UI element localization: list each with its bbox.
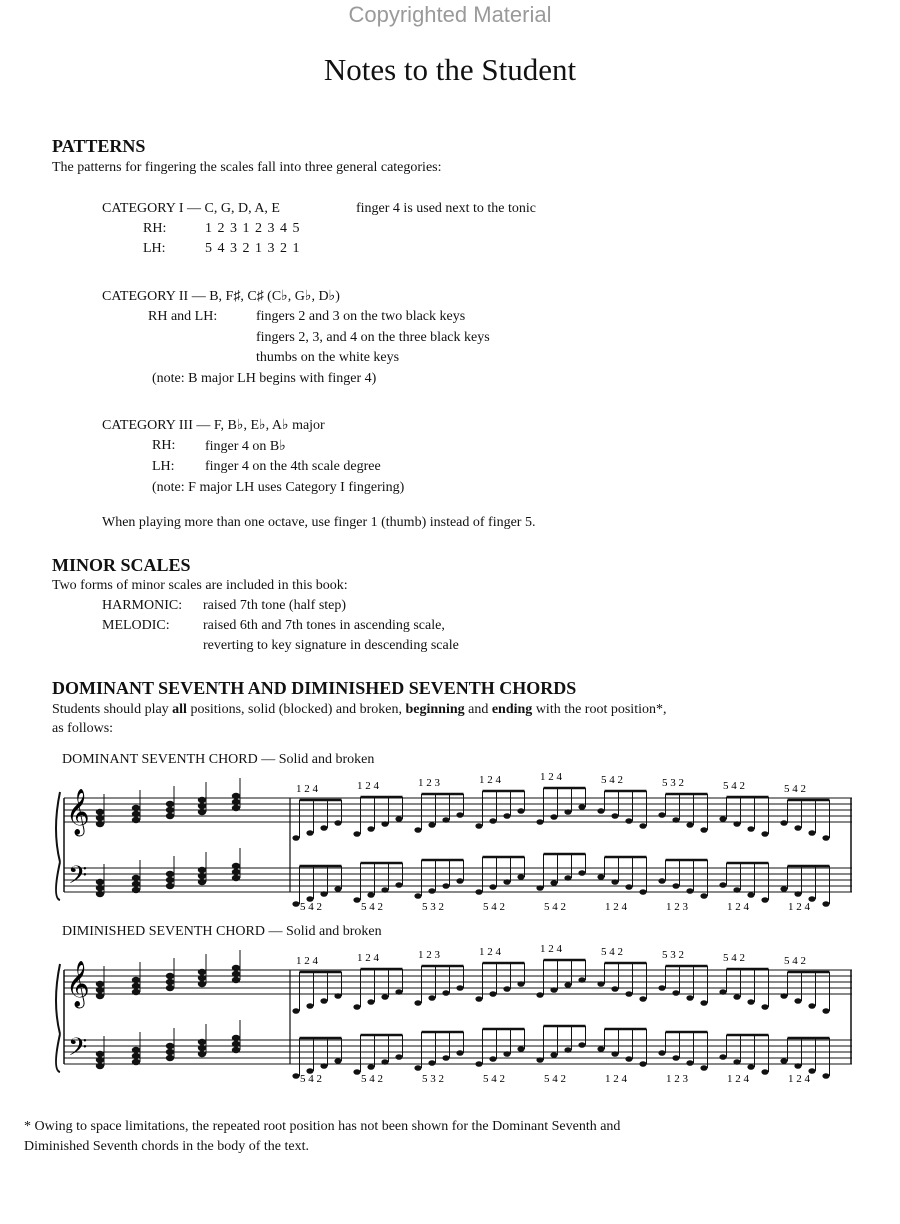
- scale-note: [719, 989, 726, 995]
- scale-note: [442, 1055, 449, 1061]
- scale-note: [292, 901, 299, 907]
- scale-note: [320, 998, 327, 1004]
- scale-note: [353, 897, 360, 903]
- treble-fingering: 5 4 2: [723, 780, 745, 792]
- diminished-seventh-staff: [52, 942, 852, 1092]
- scale-note: [625, 1056, 632, 1062]
- chord-note: [198, 803, 206, 809]
- scale-note: [808, 830, 815, 836]
- patterns-heading: PATTERNS: [52, 136, 146, 156]
- scale-note: [597, 981, 604, 987]
- treble-fingering: 1 2 4: [479, 774, 501, 786]
- scale-note: [761, 897, 768, 903]
- scale-note: [334, 820, 341, 826]
- chord-note: [198, 873, 206, 879]
- scale-note: [780, 1058, 787, 1064]
- scale-note: [780, 993, 787, 999]
- scale-note: [292, 835, 299, 841]
- bass-fingering: 5 4 2: [361, 901, 383, 913]
- scale-note: [428, 888, 435, 894]
- scale-note: [517, 808, 524, 814]
- treble-fingering: 1 2 3: [418, 777, 440, 789]
- melodic-label: MELODIC:: [102, 618, 170, 633]
- chord-note: [166, 807, 174, 813]
- treble-fingering: 1 2 4: [357, 952, 379, 964]
- scale-note: [442, 990, 449, 996]
- scale-note: [733, 887, 740, 893]
- scale-note: [564, 982, 571, 988]
- chord-note: [232, 1041, 240, 1047]
- chord-note: [96, 891, 104, 897]
- scale-note: [719, 816, 726, 822]
- chord-note: [132, 887, 140, 893]
- bass-fingering: 5 4 2: [483, 901, 505, 913]
- scale-note: [442, 883, 449, 889]
- scale-note: [578, 977, 585, 983]
- dominant-caption: DOMINANT SEVENTH CHORD — Solid and broken: [62, 752, 375, 767]
- scale-note: [475, 889, 482, 895]
- scale-note: [597, 874, 604, 880]
- scale-note: [475, 996, 482, 1002]
- page-title: Notes to the Student: [323, 52, 577, 87]
- scale-note: [536, 819, 543, 825]
- chord-note: [96, 879, 104, 885]
- scale-note: [550, 880, 557, 886]
- scale-note: [456, 878, 463, 884]
- scale-note: [611, 879, 618, 885]
- melodic-text-2: reverting to key signature in descending scale: [203, 638, 459, 653]
- treble-fingering: 1 2 4: [296, 955, 318, 967]
- chord-note: [198, 867, 206, 873]
- treble-fingering: 1 2 4: [357, 780, 379, 792]
- treble-fingering: 1 2 3: [418, 949, 440, 961]
- chord-note: [166, 1055, 174, 1061]
- bass-fingering: 5 4 2: [300, 901, 322, 913]
- chord-note: [132, 977, 140, 983]
- scale-note: [320, 891, 327, 897]
- scale-note: [334, 1058, 341, 1064]
- bass-fingering: 5 3 2: [422, 901, 444, 913]
- bass-fingering: 5 4 2: [300, 1073, 322, 1085]
- category-3-lh-label: LH:: [152, 459, 175, 474]
- scale-note: [414, 1065, 421, 1071]
- chord-note: [96, 981, 104, 987]
- chord-note: [232, 805, 240, 811]
- category-3-rh: finger 4 on B♭: [205, 439, 286, 454]
- scale-note: [611, 813, 618, 819]
- scale-note: [822, 1073, 829, 1079]
- category-2-line-2: fingers 2, 3, and 4 on the three black keys: [256, 330, 490, 345]
- chord-note: [232, 1035, 240, 1041]
- chords-intro: Students should play all positions, solid (blocked) and broken, beginning and ending with the root position*,: [52, 702, 667, 717]
- chord-note: [132, 983, 140, 989]
- category-3-rh-label: RH:: [152, 438, 176, 453]
- scale-note: [395, 882, 402, 888]
- chord-note: [198, 975, 206, 981]
- chord-note: [96, 1057, 104, 1063]
- melodic-text-1: raised 6th and 7th tones in ascending scale,: [203, 618, 445, 633]
- scale-note: [747, 826, 754, 832]
- diminished-caption: DIMINISHED SEVENTH CHORD — Solid and broken: [62, 924, 382, 939]
- scale-note: [489, 818, 496, 824]
- scale-note: [597, 808, 604, 814]
- octave-note: When playing more than one octave, use finger 1 (thumb) instead of finger 5.: [102, 515, 536, 530]
- scale-note: [658, 878, 665, 884]
- scale-note: [639, 823, 646, 829]
- scale-note: [456, 985, 463, 991]
- treble-fingering: 5 4 2: [784, 783, 806, 795]
- bass-fingering: 1 2 4: [605, 1073, 627, 1085]
- chord-note: [166, 871, 174, 877]
- scale-note: [367, 892, 374, 898]
- chord-note: [132, 1059, 140, 1065]
- bass-fingering: 1 2 4: [727, 901, 749, 913]
- scale-note: [822, 1008, 829, 1014]
- scale-note: [700, 827, 707, 833]
- scale-note: [381, 887, 388, 893]
- chord-note: [166, 813, 174, 819]
- scale-note: [503, 986, 510, 992]
- chord-note: [96, 987, 104, 993]
- scale-note: [517, 981, 524, 987]
- scale-note: [550, 987, 557, 993]
- scale-note: [761, 831, 768, 837]
- chords-intro-cont: as follows:: [52, 721, 114, 736]
- category-1-rh: 1 2 3 1 2 3 4 5: [205, 221, 301, 236]
- scale-note: [334, 993, 341, 999]
- scale-note: [381, 994, 388, 1000]
- chord-note: [96, 821, 104, 827]
- chord-note: [232, 965, 240, 971]
- category-2-label: CATEGORY II — B, F♯, C♯ (C♭, G♭, D♭): [102, 289, 340, 304]
- scale-note: [672, 883, 679, 889]
- scale-note: [564, 809, 571, 815]
- scale-note: [794, 998, 801, 1004]
- bass-fingering: 1 2 4: [727, 1073, 749, 1085]
- scale-note: [292, 1008, 299, 1014]
- treble-fingering: 5 4 2: [723, 952, 745, 964]
- chord-note: [166, 883, 174, 889]
- scale-note: [395, 816, 402, 822]
- scale-note: [320, 1063, 327, 1069]
- scale-note: [503, 813, 510, 819]
- category-3-note: (note: F major LH uses Category I fingering): [152, 480, 405, 495]
- scale-note: [672, 1055, 679, 1061]
- scale-note: [808, 1003, 815, 1009]
- scale-note: [733, 821, 740, 827]
- chord-note: [96, 809, 104, 815]
- scale-note: [658, 812, 665, 818]
- scale-note: [367, 1064, 374, 1070]
- scale-note: [320, 825, 327, 831]
- chord-note: [132, 811, 140, 817]
- treble-fingering: 1 2 4: [540, 771, 562, 783]
- watermark: Copyrighted Material: [348, 2, 552, 27]
- patterns-intro: The patterns for fingering the scales fall into three general categories:: [52, 160, 442, 175]
- scale-note: [456, 812, 463, 818]
- bass-clef: 𝄢: [68, 861, 88, 896]
- scale-note: [578, 804, 585, 810]
- footnote-line-2: Diminished Seventh chords in the body of the text.: [24, 1139, 310, 1154]
- chord-note: [198, 1045, 206, 1051]
- chord-note: [132, 881, 140, 887]
- scale-note: [700, 1065, 707, 1071]
- scale-note: [747, 892, 754, 898]
- chord-note: [166, 1049, 174, 1055]
- scale-note: [428, 1060, 435, 1066]
- treble-fingering: 5 4 2: [784, 955, 806, 967]
- scale-note: [334, 886, 341, 892]
- scale-note: [611, 986, 618, 992]
- footnote-line-1: * Owing to space limitations, the repeated root position has not been shown for the Dominant Seventh and: [24, 1119, 621, 1134]
- category-2-note: (note: B major LH begins with finger 4): [152, 371, 377, 386]
- chord-note: [132, 817, 140, 823]
- scale-note: [353, 831, 360, 837]
- scale-note: [475, 823, 482, 829]
- minor-heading: MINOR SCALES: [52, 555, 191, 575]
- scale-note: [794, 891, 801, 897]
- category-3-label: CATEGORY III — F, B♭, E♭, A♭ major: [102, 418, 325, 433]
- scale-note: [794, 1063, 801, 1069]
- chord-note: [198, 879, 206, 885]
- bass-clef: 𝄢: [68, 1033, 88, 1068]
- chord-note: [132, 875, 140, 881]
- scale-note: [686, 888, 693, 894]
- dominant-seventh-staff: [52, 770, 852, 920]
- scale-note: [639, 1061, 646, 1067]
- chord-note: [96, 815, 104, 821]
- scale-note: [686, 822, 693, 828]
- scale-note: [625, 884, 632, 890]
- scale-note: [686, 1060, 693, 1066]
- scale-note: [536, 992, 543, 998]
- harmonic-label: HARMONIC:: [102, 598, 183, 613]
- scale-note: [353, 1069, 360, 1075]
- scale-note: [700, 1000, 707, 1006]
- treble-fingering: 1 2 4: [296, 783, 318, 795]
- chords-heading: DOMINANT SEVENTH AND DIMINISHED SEVENTH CHORDS: [52, 678, 577, 698]
- chord-note: [232, 1047, 240, 1053]
- scale-note: [719, 882, 726, 888]
- scale-note: [414, 1000, 421, 1006]
- scale-note: [414, 827, 421, 833]
- chord-note: [198, 797, 206, 803]
- scale-note: [306, 1003, 313, 1009]
- chord-note: [198, 1051, 206, 1057]
- treble-fingering: 5 4 2: [601, 774, 623, 786]
- category-1-lh: 5 4 3 2 1 3 2 1: [205, 241, 301, 256]
- scale-note: [489, 991, 496, 997]
- scale-note: [639, 996, 646, 1002]
- scale-note: [794, 825, 801, 831]
- scale-note: [564, 875, 571, 881]
- bass-fingering: 1 2 4: [605, 901, 627, 913]
- scale-note: [733, 1059, 740, 1065]
- chord-note: [198, 1039, 206, 1045]
- scale-note: [611, 1051, 618, 1057]
- scale-note: [395, 989, 402, 995]
- harmonic-text: raised 7th tone (half step): [203, 598, 347, 613]
- scale-note: [517, 874, 524, 880]
- scale-note: [822, 901, 829, 907]
- chord-note: [166, 801, 174, 807]
- scale-note: [761, 1004, 768, 1010]
- scale-note: [578, 870, 585, 876]
- treble-fingering: 5 3 2: [662, 777, 684, 789]
- chord-note: [198, 809, 206, 815]
- chord-note: [232, 799, 240, 805]
- scale-note: [597, 1046, 604, 1052]
- scale-note: [747, 999, 754, 1005]
- scale-note: [578, 1042, 585, 1048]
- scale-note: [489, 1056, 496, 1062]
- chord-note: [132, 1053, 140, 1059]
- chord-note: [166, 973, 174, 979]
- chord-note: [232, 793, 240, 799]
- scale-note: [503, 879, 510, 885]
- chord-note: [232, 971, 240, 977]
- scale-note: [536, 1057, 543, 1063]
- bass-fingering: 5 4 2: [544, 1073, 566, 1085]
- chord-note: [132, 1047, 140, 1053]
- chord-note: [96, 993, 104, 999]
- scale-note: [761, 1069, 768, 1075]
- treble-fingering: 1 2 4: [540, 943, 562, 955]
- category-2-line-3: thumbs on the white keys: [256, 350, 400, 365]
- scale-note: [442, 817, 449, 823]
- bass-fingering: 1 2 3: [666, 1073, 688, 1085]
- scale-note: [625, 818, 632, 824]
- brace: [56, 792, 60, 900]
- minor-intro: Two forms of minor scales are included in this book:: [52, 578, 348, 593]
- scale-note: [395, 1054, 402, 1060]
- chord-note: [132, 805, 140, 811]
- scale-note: [292, 1073, 299, 1079]
- chord-note: [166, 985, 174, 991]
- scale-note: [658, 1050, 665, 1056]
- scale-note: [517, 1046, 524, 1052]
- chord-note: [166, 877, 174, 883]
- chord-note: [166, 979, 174, 985]
- scale-note: [550, 1052, 557, 1058]
- scale-note: [367, 826, 374, 832]
- bass-fingering: 5 4 2: [483, 1073, 505, 1085]
- treble-clef: 𝄞: [66, 961, 90, 1007]
- category-1-lh-label: LH:: [143, 241, 166, 256]
- scale-note: [353, 1004, 360, 1010]
- chord-note: [96, 885, 104, 891]
- scale-note: [536, 885, 543, 891]
- scale-note: [733, 994, 740, 1000]
- scale-note: [672, 817, 679, 823]
- bass-fingering: 1 2 4: [788, 901, 810, 913]
- scale-note: [381, 821, 388, 827]
- scale-note: [550, 814, 557, 820]
- bass-fingering: 1 2 4: [788, 1073, 810, 1085]
- category-2-rhlh-label: RH and LH:: [148, 309, 218, 324]
- chord-note: [166, 1043, 174, 1049]
- scale-note: [672, 990, 679, 996]
- category-1-note: finger 4 is used next to the tonic: [356, 201, 537, 216]
- scale-note: [456, 1050, 463, 1056]
- chord-note: [198, 981, 206, 987]
- chord-note: [96, 1051, 104, 1057]
- bass-fingering: 5 4 2: [361, 1073, 383, 1085]
- scale-note: [414, 893, 421, 899]
- scale-note: [503, 1051, 510, 1057]
- brace: [56, 964, 60, 1072]
- scale-note: [381, 1059, 388, 1065]
- chord-note: [198, 969, 206, 975]
- chord-note: [232, 977, 240, 983]
- scale-note: [686, 995, 693, 1001]
- treble-fingering: 1 2 4: [479, 946, 501, 958]
- scale-note: [700, 893, 707, 899]
- scale-note: [639, 889, 646, 895]
- chord-note: [232, 869, 240, 875]
- treble-fingering: 5 4 2: [601, 946, 623, 958]
- scale-note: [475, 1061, 482, 1067]
- scale-note: [780, 820, 787, 826]
- chord-note: [232, 875, 240, 881]
- scale-note: [428, 822, 435, 828]
- chord-note: [232, 863, 240, 869]
- category-1-rh-label: RH:: [143, 221, 167, 236]
- scale-note: [625, 991, 632, 997]
- category-2-line-1: fingers 2 and 3 on the two black keys: [256, 309, 466, 324]
- scale-note: [489, 884, 496, 890]
- category-1-label: CATEGORY I — C, G, D, A, E: [102, 201, 280, 216]
- scale-note: [367, 999, 374, 1005]
- scale-note: [747, 1064, 754, 1070]
- category-3-lh: finger 4 on the 4th scale degree: [205, 459, 381, 474]
- bass-fingering: 5 4 2: [544, 901, 566, 913]
- scale-note: [780, 886, 787, 892]
- scale-note: [719, 1054, 726, 1060]
- chord-note: [132, 989, 140, 995]
- scale-note: [658, 985, 665, 991]
- treble-clef: 𝄞: [66, 789, 90, 835]
- scale-note: [564, 1047, 571, 1053]
- chord-note: [96, 1063, 104, 1069]
- scale-note: [822, 835, 829, 841]
- bass-fingering: 5 3 2: [422, 1073, 444, 1085]
- scale-note: [428, 995, 435, 1001]
- scale-note: [306, 830, 313, 836]
- bass-fingering: 1 2 3: [666, 901, 688, 913]
- treble-fingering: 5 3 2: [662, 949, 684, 961]
